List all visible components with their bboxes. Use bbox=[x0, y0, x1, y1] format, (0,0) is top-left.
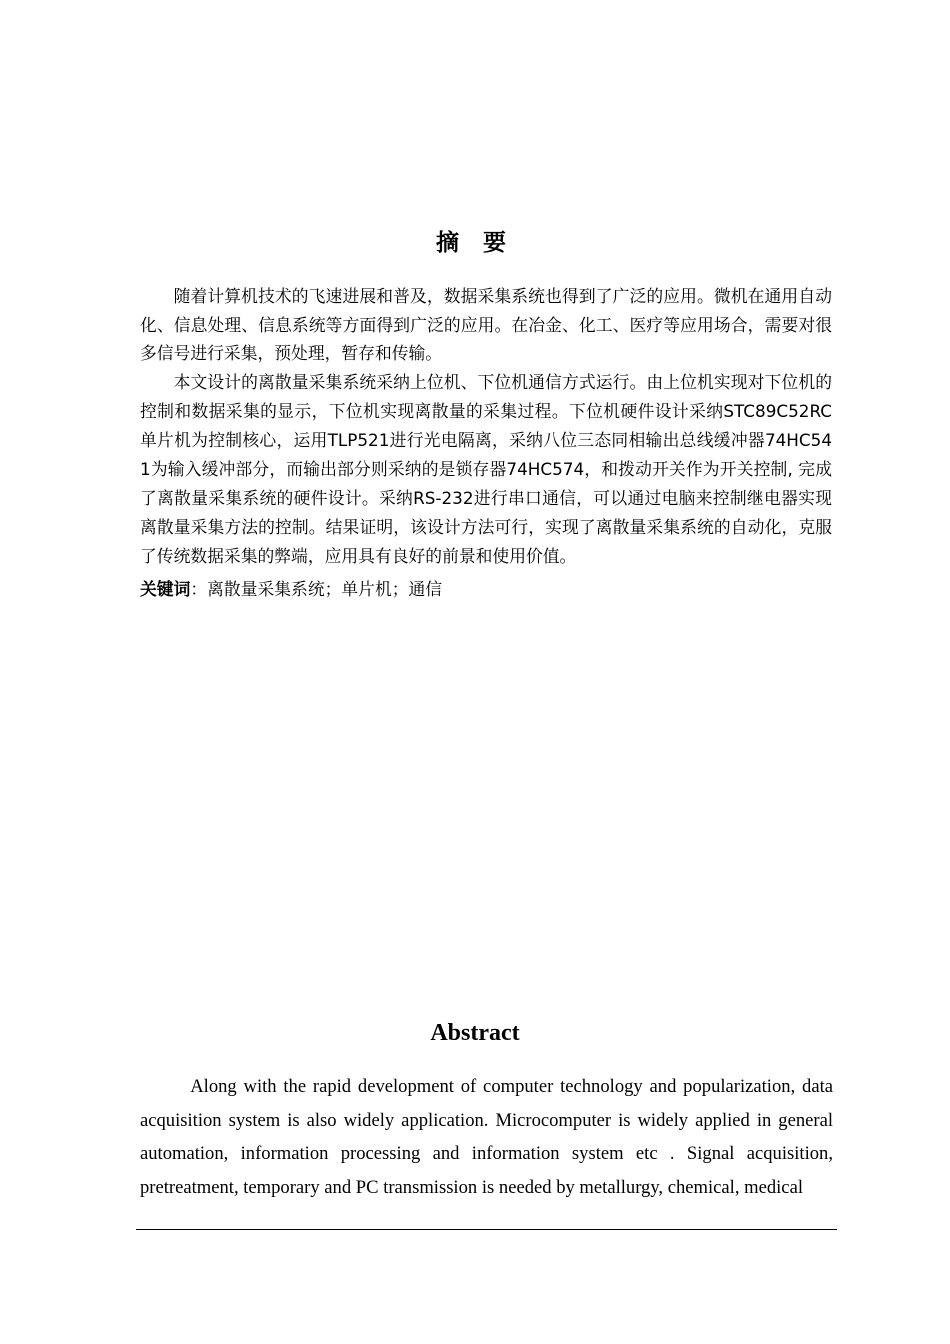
english-abstract-body bbox=[140, 1070, 833, 1204]
chinese-abstract-title: 摘 要 bbox=[435, 230, 514, 256]
english-abstract-title: Abstract bbox=[430, 1020, 520, 1046]
chinese-abstract-paragraph-2: 本文设计的离散量采集系统采纳上位机、下位机通信方式运行。由上位机实现对下位机的控制和数据采集的显示，下位机实现离散量的采集过程。下位机硬件设计采纳STC89C52RC单片机为控制核心，运用TLP521进行光电隔离，采纳八位三态同相输出总线缓冲器74HC541为输入缓冲部分，而输出部分则采纳的是锁存器74HC574，和拨动开关作为开关控制, 完成了离散量采集系统的硬件设计。采纳RS-232进行串口通信，可以通过电脑来控制继电器实现离散量采集方法的控制。结果证明，该设计方法可行，实现了离散量采集系统的自动化，克服了传统数据采集的弊端，应用具有良好的前景和使用价值。 bbox=[140, 371, 832, 566]
keywords-label: 关键词 bbox=[140, 578, 191, 599]
english-abstract-paragraph: Along with the rapid development of computer technology and popularization, data acquisition system is also widely application. Microcomputer is widely applied in general automation, information processing and information system etc . Signal acquisition, pretreatment, temporary and PC transmission is needed by metallurgy, chemical, medical bbox=[140, 1076, 833, 1198]
keywords-text: ：离散量采集系统；单片机；通信 bbox=[190, 578, 443, 599]
chinese-abstract-paragraph-1: 随着计算机技术的飞速进展和普及，数据采集系统也得到了广泛的应用。微机在通用自动化、信息处理、信息系统等方面得到广泛的应用。在冶金、化工、医疗等应用场合，需要对很多信号进行采集，预处理，暂存和传输。 bbox=[140, 286, 832, 364]
footer-rule bbox=[136, 1229, 837, 1230]
chinese-keywords bbox=[140, 575, 832, 603]
chinese-abstract-body bbox=[140, 282, 832, 603]
